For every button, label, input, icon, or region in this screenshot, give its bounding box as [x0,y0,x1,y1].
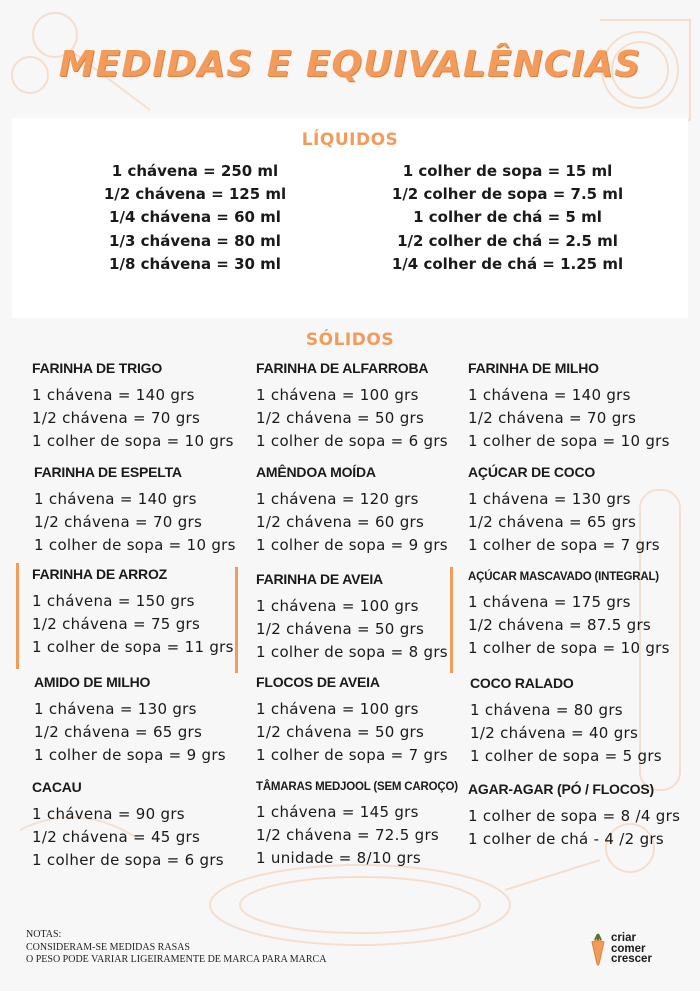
ingredient-title: FARINHA DE ARROZ [32,566,167,582]
ingredient-card-coco-ralado [470,675,662,769]
liquids-spoon-column [385,160,630,276]
ingredient-measure: 1 unidade = 8/10 grs [256,849,422,868]
ingredient-card-cacau [32,779,224,873]
ingredient-measure: 1/2 chávena = 40 grs [470,724,639,743]
ingredient-measure: 1/2 chávena = 65 grs [468,513,637,532]
ingredient-card-acucar-mascavado [468,571,670,661]
ingredient-measure: 1 colher de sopa = 6 grs [32,851,224,870]
liquid-measure: 1/3 chávena = 80 ml [109,231,281,250]
ingredient-measure: 1/2 chávena = 65 grs [34,723,203,742]
ingredient-measure: 1 colher de sopa = 6 grs [256,432,448,451]
ingredient-measure: 1 colher de sopa = 10 grs [468,432,670,451]
ingredient-title: CACAU [32,779,82,795]
liquid-measure: 1/4 chávena = 60 ml [109,208,281,227]
ingredient-title: AGAR-AGAR (PÓ / FLOCOS) [468,781,654,797]
ingredient-card-farinha-de-alfarroba [256,360,448,454]
liquid-measure: 1/8 chávena = 30 ml [109,254,281,273]
ingredient-measure: 1/2 chávena = 45 grs [32,828,201,847]
liquid-measure: 1 colher de chá = 5 ml [413,208,602,227]
ingredient-measure: 1/2 chávena = 70 grs [468,409,637,428]
ingredient-title: FARINHA DE ALFARROBA [256,360,429,376]
ingredient-title: FARINHA DE AVEIA [256,571,383,587]
ingredient-measure: 1 colher de sopa = 8 /4 grs [468,807,681,825]
ingredient-measure: 1 chávena = 100 grs [256,386,419,404]
ingredient-title: FARINHA DE TRIGO [32,360,163,376]
ingredient-title: AMÊNDOA MOÍDA [256,464,376,480]
liquid-measure: 1/2 chávena = 125 ml [103,185,287,204]
ingredient-measure: 1/2 chávena = 50 grs [256,723,425,742]
ingredient-measure: 1/2 chávena = 75 grs [32,615,201,634]
ingredient-measure: 1 colher de sopa = 10 grs [32,432,234,451]
liquid-measure: 1 colher de sopa = 15 ml [402,162,613,180]
ingredient-measure: 1/2 chávena = 70 grs [34,513,203,532]
ingredient-measure: 1 colher de sopa = 5 grs [470,747,662,766]
liquid-measure: 1/2 colher de chá = 2.5 ml [397,231,618,250]
page-title: MEDIDAS E EQUIVALÊNCIAS [58,44,642,85]
ingredient-measure: 1 chávena = 100 grs [256,597,419,615]
ingredient-card-tamaras-medjool [256,781,458,871]
ingredient-title: AÇÚCAR DE COCO [468,464,596,480]
ingredient-measure: 1 chávena = 90 grs [32,805,185,823]
logo-word: crescer [611,953,652,966]
ingredient-measure: 1 chávena = 140 grs [32,386,195,404]
ingredient-card-farinha-de-trigo [32,360,234,454]
logo-word: comer [611,942,646,955]
ingredient-measure: 1 colher de sopa = 10 grs [468,639,670,658]
ingredient-measure: 1/2 chávena = 87.5 grs [468,616,652,635]
ingredient-measure: 1 chávena = 130 grs [468,490,631,508]
solids-heading: SÓLIDOS [305,330,395,350]
liquids-heading: LÍQUIDOS [301,130,399,150]
ingredient-measure: 1 chávena = 140 grs [34,490,197,508]
accent-bar [450,567,453,673]
ingredient-measure: 1/2 chávena = 72.5 grs [256,826,440,845]
ingredient-card-amendoa-moida [256,464,448,558]
note-line: CONSIDERAM-SE MEDIDAS RASAS [26,941,190,953]
ingredient-measure: 1 chávena = 100 grs [256,700,419,718]
liquid-measure: 1/4 colher de chá = 1.25 ml [391,254,624,273]
ingredient-measure: 1 chávena = 140 grs [468,386,631,404]
notes [26,929,326,967]
ingredient-title: AÇÚCAR MASCAVADO (INTEGRAL) [468,571,659,583]
ingredient-measure: 1 colher de sopa = 9 grs [34,746,226,765]
accent-bar [235,567,238,673]
ingredient-measure: 1/2 chávena = 70 grs [32,409,201,428]
ingredient-measure: 1 chávena = 175 grs [468,593,631,611]
ingredient-title: AMIDO DE MILHO [34,674,151,690]
liquid-measure: 1 chávena = 250 ml [111,162,279,180]
ingredient-card-farinha-de-milho [468,360,670,454]
ingredient-measure: 1 chávena = 80 grs [470,701,623,719]
ingredient-measure: 1 colher de sopa = 7 grs [468,536,660,555]
ingredient-measure: 1 colher de sopa = 11 grs [32,638,234,657]
ingredient-card-amido-de-milho [34,674,226,768]
ingredient-measure: 1/2 chávena = 60 grs [256,513,425,532]
ingredient-measure: 1 colher de sopa = 7 grs [256,746,448,765]
carrot-icon [589,932,607,966]
ingredient-title: COCO RALADO [470,675,574,691]
ingredient-measure: 1 colher de sopa = 10 grs [34,536,236,555]
ingredient-card-farinha-de-aveia [256,571,448,665]
ingredient-measure: 1 colher de sopa = 9 grs [256,536,448,555]
ingredient-measure: 1 chávena = 150 grs [32,592,195,610]
ingredient-measure: 1 chávena = 130 grs [34,700,197,718]
ingredient-measure: 1/2 chávena = 50 grs [256,620,425,639]
ingredient-title: FLOCOS DE AVEIA [256,674,380,690]
ingredient-title: TÂMARAS MEDJOOL (SEM CAROÇO) [256,781,458,793]
ingredient-title: FARINHA DE MILHO [468,360,599,376]
ingredient-card-flocos-de-aveia [256,674,448,768]
accent-bar [16,563,19,669]
ingredient-measure: 1 colher de sopa = 8 grs [256,643,448,662]
liquids-cup-column [90,160,300,276]
note-line: O PESO PODE VARIAR LIGEIRAMENTE DE MARCA PARA MARCA [26,954,327,965]
ingredient-measure: 1 colher de chá - 4 /2 grs [468,830,664,849]
liquid-measure: 1/2 colher de sopa = 7.5 ml [391,185,624,204]
logo-word: criar [611,932,636,945]
ingredient-card-farinha-de-arroz [32,566,234,660]
ingredient-measure: 1 chávena = 145 grs [256,803,419,821]
ingredient-card-farinha-de-espelta [34,464,236,558]
notes-heading: NOTAS: [26,929,62,940]
ingredient-card-agar-agar [468,781,680,851]
brand-logo [589,932,652,966]
ingredient-card-acucar-de-coco [468,464,660,558]
ingredient-title: FARINHA DE ESPELTA [34,464,182,480]
ingredient-measure: 1 chávena = 120 grs [256,490,419,508]
ingredient-measure: 1/2 chávena = 50 grs [256,409,425,428]
